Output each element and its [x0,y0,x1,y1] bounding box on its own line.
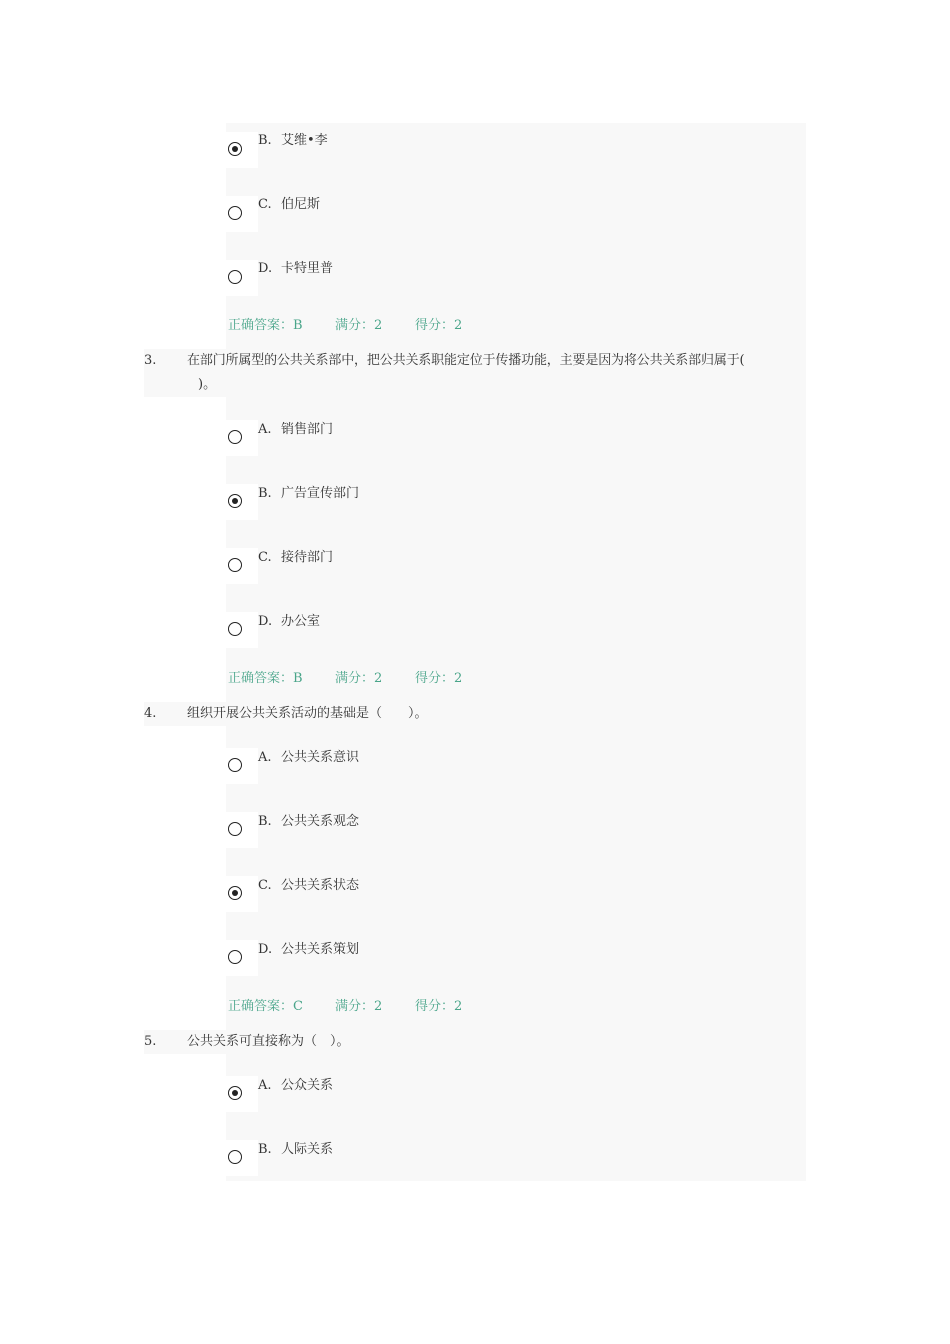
option-letter: B. [258,133,272,148]
full-score: 满分：2 [335,999,383,1014]
radio-q3-a[interactable] [228,430,242,444]
option-letter: A. [258,750,272,765]
correct-answer: 正确答案：B [228,671,303,686]
option-letter: C. [258,550,272,565]
option-letter: C. [258,197,272,212]
question-number: 4. [144,706,157,721]
question-number: 5. [144,1034,157,1049]
earned-score: 得分：2 [415,671,463,686]
earned-score: 得分：2 [415,318,463,333]
option-q3-c[interactable] [258,546,333,565]
correct-answer: 正确答案：B [228,318,303,333]
earned-score: 得分：2 [415,999,463,1014]
option-text: 伯尼斯 [281,197,321,212]
option-text: 艾维•李 [281,133,328,148]
option-text: 卡特里普 [281,261,334,276]
question-panel [226,123,806,1181]
question-3 [144,349,806,397]
question-number: 3. [144,353,157,368]
answer-line-q3 [228,667,462,686]
option-q4-b[interactable] [258,810,359,829]
option-letter: A. [258,1078,272,1093]
option-q3-b[interactable] [258,482,359,501]
option-letter: A. [258,422,272,437]
option-q3-d[interactable] [258,610,320,629]
option-text: 公共关系策划 [281,942,360,957]
radio-q2-b[interactable] [228,142,242,156]
option-text: 销售部门 [281,422,334,437]
radio-q4-a[interactable] [228,758,242,772]
answer-line-q2 [228,314,462,333]
option-text: 公众关系 [281,1078,334,1093]
radio-q3-c[interactable] [228,558,242,572]
option-q3-a[interactable] [258,418,333,437]
question-text: 在部门所属型的公共关系部中，把公共关系职能定位于传播功能，主要是因为将公共关系部归属于( [187,353,745,368]
option-text: 人际关系 [281,1142,334,1157]
radio-q4-d[interactable] [228,950,242,964]
full-score: 满分：2 [335,318,383,333]
option-letter: B. [258,814,272,829]
answer-line-q4 [228,995,462,1014]
question-text-cont: )。 [198,377,217,392]
option-letter: B. [258,486,272,501]
option-letter: B. [258,1142,272,1157]
option-q5-b[interactable] [258,1138,333,1157]
radio-q4-b[interactable] [228,822,242,836]
radio-q2-c[interactable] [228,206,242,220]
option-q2-b[interactable] [258,129,328,148]
option-q5-a[interactable] [258,1074,333,1093]
radio-q5-b[interactable] [228,1150,242,1164]
option-q4-a[interactable] [258,746,359,765]
radio-q3-d[interactable] [228,622,242,636]
radio-q5-a[interactable] [228,1086,242,1100]
option-text: 办公室 [281,614,321,629]
option-letter: C. [258,878,272,893]
option-letter: D. [258,261,273,276]
radio-q2-d[interactable] [228,270,242,284]
question-text: 组织开展公共关系活动的基础是（ ）。 [187,706,428,721]
question-5 [144,1030,806,1054]
correct-answer: 正确答案：C [228,999,303,1014]
option-q4-c[interactable] [258,874,359,893]
option-q2-c[interactable] [258,193,320,212]
option-letter: D. [258,942,273,957]
option-q4-d[interactable] [258,938,359,957]
radio-q3-b[interactable] [228,494,242,508]
full-score: 满分：2 [335,671,383,686]
option-text: 广告宣传部门 [281,486,360,501]
option-text: 公共关系观念 [281,814,360,829]
option-text: 公共关系状态 [281,878,360,893]
option-text: 接待部门 [281,550,334,565]
radio-q4-c[interactable] [228,886,242,900]
option-q2-d[interactable] [258,257,333,276]
question-4 [144,702,806,726]
option-text: 公共关系意识 [281,750,360,765]
question-text: 公共关系可直接称为（ ）。 [187,1034,350,1049]
option-letter: D. [258,614,273,629]
